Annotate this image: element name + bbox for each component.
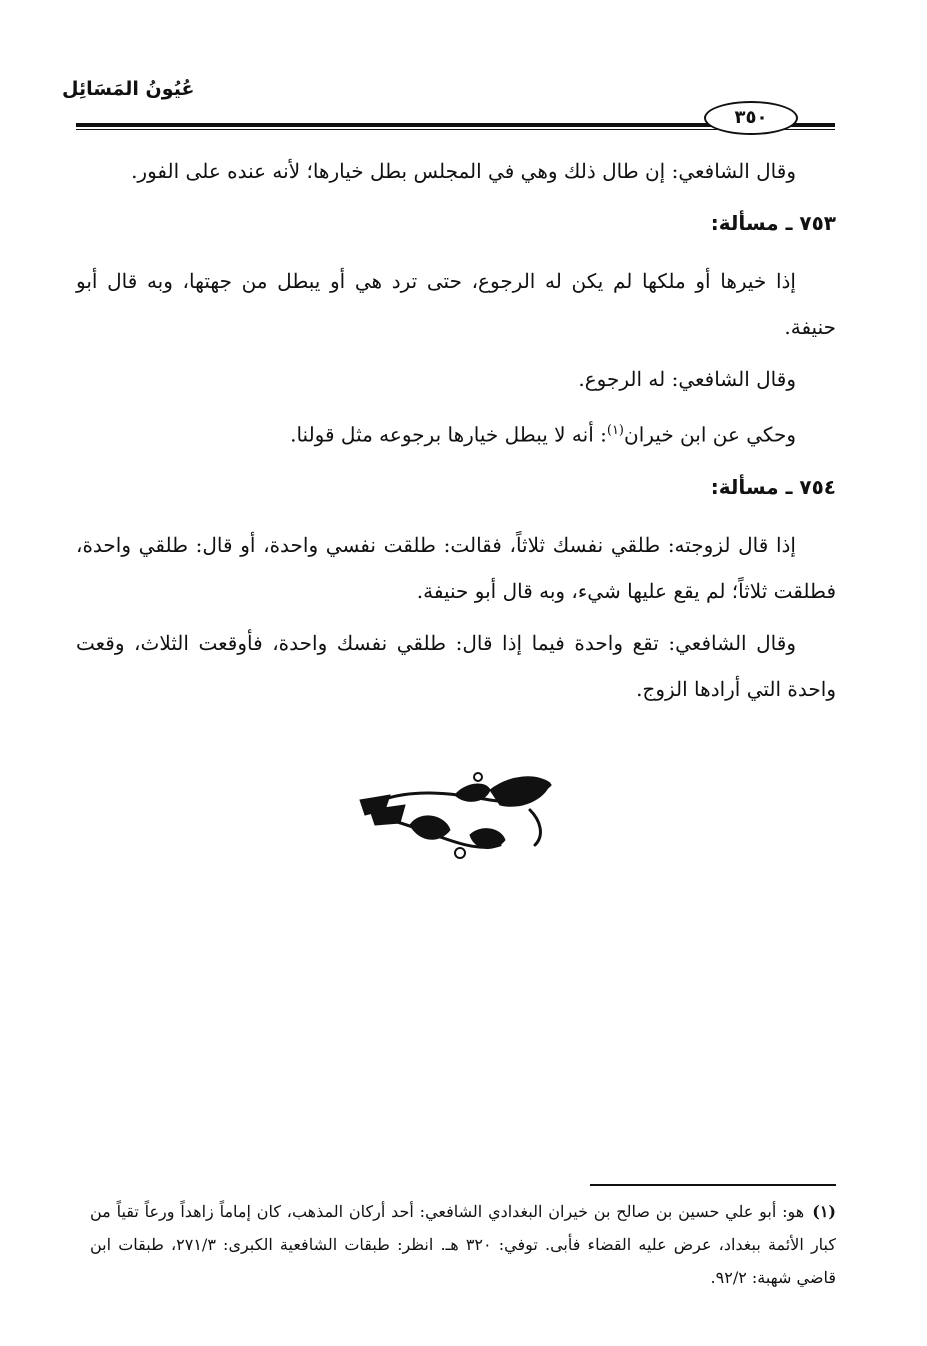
page-number: ٣٥٠ [704, 101, 798, 135]
paragraph-shafii-divorce: وقال الشافعي: تقع واحدة فيما إذا قال: طلقي نفسك واحدة، فأوقعت الثلاث، وقعت واحدة التي أرادها الزوج. [76, 630, 836, 701]
footnote-reference[interactable]: (١) [606, 423, 624, 438]
paragraph-ibn-khayran-end: : أنه لا يبطل خيارها برجوعه مثل قولنا. [290, 422, 607, 447]
footnote-text: هو: أبو علي حسين بن صالح بن خيران البغدادي الشافعي: أحد أركان المذهب، كان إماماً زاهداً ورعاً تقياً من كبار الأئمة ببغداد، عرض عليه القضاء فأبى. توفي: ٣٢٠ هـ. انظر: طبقات الشافعية الكبرى: ٢٧١/٣، طبقات ابن قاضي شهبة: ٩٢/٢. [90, 1202, 836, 1287]
book-title: عُيُونُ المَسَائِل [62, 78, 195, 100]
paragraph-shafii-on-duration: وقال الشافعي: إن طال ذلك وهي في المجلس بطل خيارها؛ لأنه عنده على الفور. [131, 159, 796, 183]
paragraph-choice-revocation: إذا خيرها أو ملكها لم يكن له الرجوع، حتى ترد هي أو يبطل من جهتها، وبه قال أبو حنيفة. [76, 269, 836, 339]
paragraph-ibn-khayran [76, 408, 836, 458]
paragraph-divorce-count: إذا قال لزوجته: طلقي نفسك ثلاثاً، فقالت: طلقت نفسي واحدة، أو قال: طلقي واحدة، فطلقت ثلاثاً؛ لم يقع عليها شيء، وبه قال أبو حنيفة. [76, 532, 836, 603]
main-text [76, 148, 836, 718]
paragraph-ibn-khayran-start: وحكي عن ابن خيران [624, 422, 796, 447]
issue-heading-753: ٧٥٣ ـ مسألة: [710, 211, 836, 235]
footnote [90, 1195, 836, 1294]
footnote-separator [590, 1184, 836, 1186]
issue-heading-754: ٧٥٤ ـ مسألة: [710, 474, 836, 499]
paragraph-shafii-revocation: وقال الشافعي: له الرجوع. [578, 367, 796, 391]
floral-tulip-ornament-icon [350, 765, 560, 865]
footnote-marker: (١) [812, 1202, 836, 1221]
